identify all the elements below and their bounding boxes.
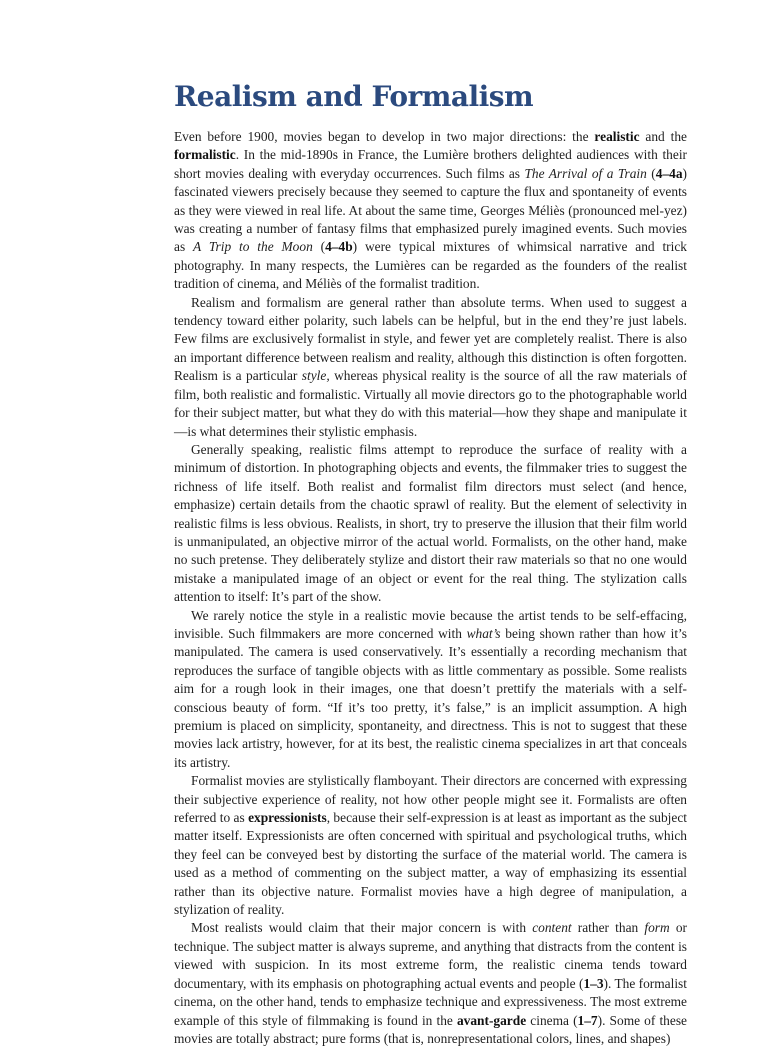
text-run: Even before 1900, movies began to develop in two major directions: the bbox=[174, 129, 595, 144]
body-paragraph bbox=[174, 441, 687, 607]
text-run: whereas physical reality is the source of all the raw materials of film, both realistic and formalistic. Virtually all movie directors go to the photographable world for their subject matter, but what they do with this material—how they shape and manipulate it—is what determines their stylistic emphasis. bbox=[174, 368, 688, 439]
text-run: , because their self-expression is at least as important as the subject matter itself. Expressionists are often concerned with spiritual and psychological truths, which they feel can be conveyed best by distorting the surface of the material world. The camera is used as a method of commenting on the subject matter, a way of emphasizing its essential rather than its objective nature. Formalist movies have a high degree of manipulation, a stylization of reality. bbox=[174, 810, 687, 918]
italic-term: form bbox=[644, 920, 670, 936]
body-paragraph bbox=[174, 294, 687, 441]
body-paragraph bbox=[174, 607, 687, 773]
text-run: rather than bbox=[571, 920, 645, 936]
text-run: being shown rather than how it’s manipulated. The camera is used conservatively. It’s essentially a recording mechanism that reproduces the surface of tangible objects with as little commentary as possible. Some realists aim for a rough look in their images, one that doesn’t prettify the materials with a self-conscious beauty of form. “If it’s too pretty, it’s false,” is an implicit assumption. A high premium is placed on simplicity, spontaneity, and directness. This is not to suggest that these movies lack artistry, however, for at its best, the realistic cinema specializes in art that conceals its artistry. bbox=[174, 625, 687, 770]
text-run: and the bbox=[639, 129, 687, 144]
text-run: ) were typical mixtures of whimsical narrative and trick photography. In many respects, the Lumières can be regarded as the founders of the realist tradition of cinema, and Méliès of the formalist tradition. bbox=[174, 239, 687, 292]
italic-term: A Trip to the Moon bbox=[193, 239, 313, 255]
italic-term: what’s bbox=[466, 625, 501, 641]
italic-term: content bbox=[532, 920, 572, 936]
text-run: ) fascinated viewers precisely because they seemed to capture the flux and spontaneity of events as they were viewed in real life. At about the same time, Georges Méliès (pronounced mel-yez) was creating a number of fantasy films that emphasized purely imagined events. Such movies as bbox=[174, 165, 688, 255]
body-paragraph bbox=[174, 772, 687, 919]
text-run: Most realists would claim that their major concern is with bbox=[191, 920, 533, 936]
body-paragraph bbox=[174, 128, 687, 294]
italic-term: style, bbox=[301, 368, 330, 384]
bold-term: expressionists bbox=[248, 810, 327, 826]
bold-term: realistic bbox=[594, 129, 640, 144]
italic-term: The Arrival of a Train bbox=[524, 165, 647, 181]
text-run: We rarely notice the style in a realistic movie because the artist tends to be self-effacing, invisible. Such filmmakers are more concerned with bbox=[174, 607, 687, 641]
page-title: Realism and Formalism bbox=[174, 80, 534, 113]
bold-term: 1–3 bbox=[583, 975, 604, 991]
bold-term: 4–4b bbox=[325, 239, 353, 255]
body-paragraph bbox=[174, 919, 687, 1048]
text-run: ( bbox=[646, 165, 656, 181]
bold-term: avant-garde bbox=[456, 1012, 527, 1028]
text-run: ( bbox=[312, 239, 326, 255]
bold-term: formalistic bbox=[174, 147, 236, 163]
text-run: Realism and formalism are general rather than absolute terms. When used to suggest a tendency toward either polarity, such labels can be helpful, but in the end they’re just labels. Few films are exclusively formalist in style, and fewer yet are completely realist. There is also an important difference between realism and reality, although this distinction is often forgotten. Realism is a particular bbox=[174, 294, 687, 384]
text-run: or technique. The subject matter is always supreme, and anything that distracts from the content is viewed with suspicion. In its most extreme form, the realistic cinema tends toward documentary, with its emphasis on photographing actual events and people ( bbox=[174, 920, 687, 991]
text-run: Generally speaking, realistic films attempt to reproduce the surface of reality with a minimum of distortion. In photographing objects and events, the filmmaker tries to suggest the richness of life itself. Both realist and formalist film directors must select (and hence, emphasize) certain details from the chaotic sprawl of reality. But the element of selectivity in realistic films is less obvious. Realists, in short, try to preserve the illusion that their film world is unmanipulated, an objective mirror of the actual world. Formalists, on the other hand, make no such pretense. They deliberately stylize and distort their raw materials so that no one would mistake a manipulated image of an object or event for the real thing. The stylization calls attention to itself: It’s part of the show. bbox=[174, 441, 687, 605]
body-text bbox=[174, 128, 687, 1048]
text-run: ). Some of these movies are totally abstract; pure forms (that is, nonrepresentational colors, lines, and shapes) bbox=[174, 1012, 687, 1046]
text-run: Formalist movies are stylistically flamboyant. Their directors are concerned with expressing their subjective experience of reality, not how other people might see it. Formalists are often referred to as bbox=[174, 773, 687, 826]
text-run: . In the mid-1890s in France, the Lumière brothers delighted audiences with their short movies dealing with everyday occurrences. Such films as bbox=[174, 147, 687, 181]
text-run: ). The formalist cinema, on the other hand, tends to emphasize technique and expressiveness. The most extreme example of this style of filmmaking is found in the bbox=[174, 975, 687, 1028]
bold-term: 1–7 bbox=[577, 1012, 598, 1028]
bold-term: 4–4a bbox=[655, 165, 683, 181]
text-run: cinema ( bbox=[526, 1012, 578, 1028]
